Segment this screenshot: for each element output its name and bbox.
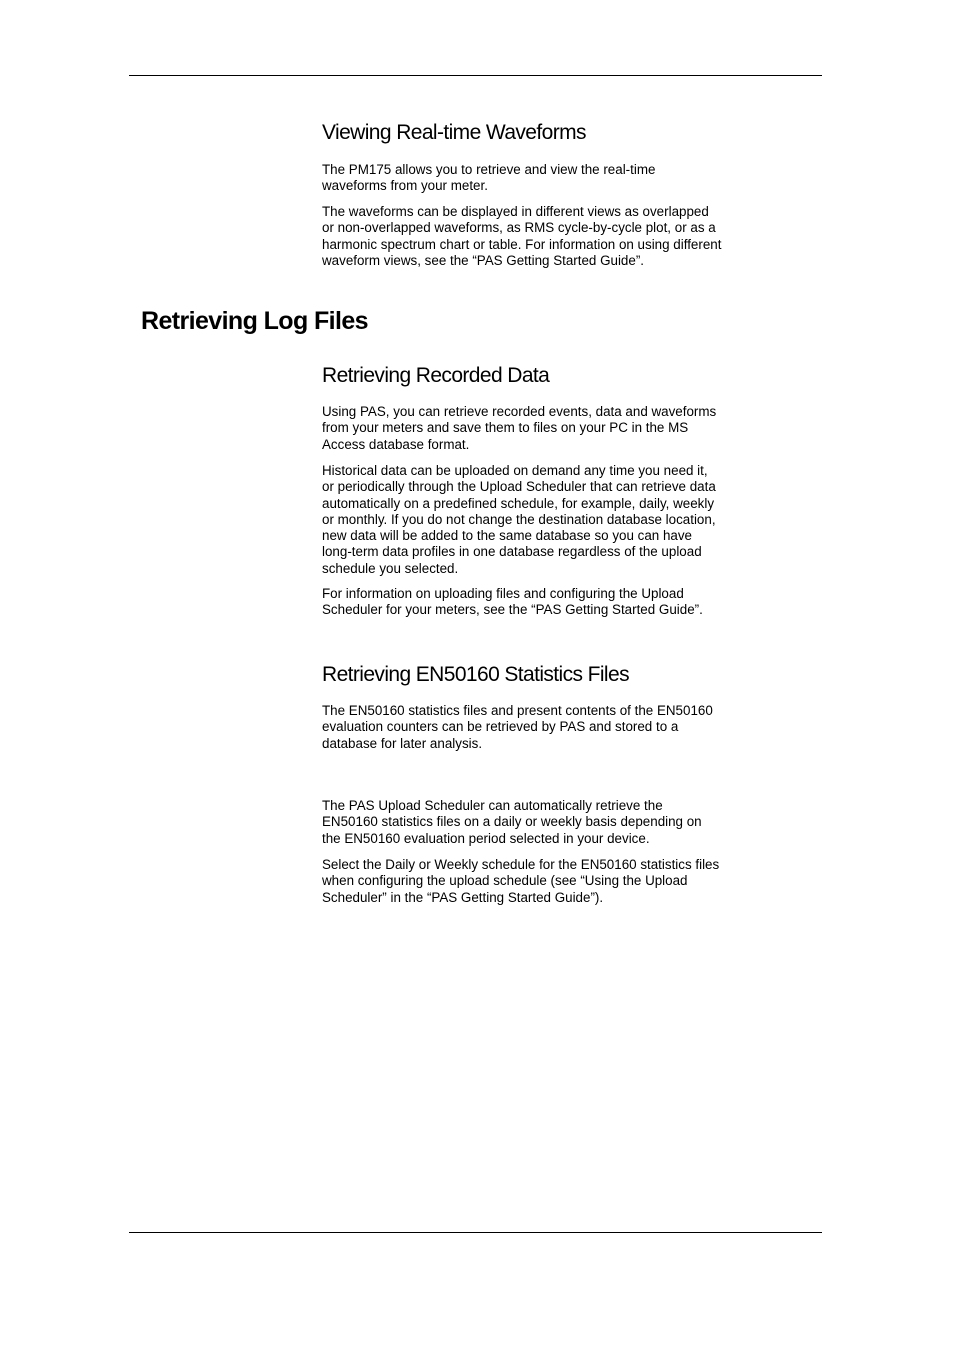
recorded-para-1: Using PAS, you can retrieve recorded events, data and waveforms from your meters and save them to files on your PC in the MS Access database format. (322, 404, 717, 452)
en50160-para-2: The PAS Upload Scheduler can automatically retrieve the EN50160 statistics files on a daily or weekly basis depending on the EN50160 evaluation period selected in your device. (322, 798, 702, 846)
waveforms-para-2-block (322, 204, 722, 269)
header-rule (129, 75, 822, 76)
en50160-para-1: The EN50160 statistics files and present contents of the EN50160 evaluation counters can be retrieved by PAS and stored to a database for later analysis. (322, 703, 713, 751)
en50160-para-3-block (322, 857, 722, 906)
recorded-para-3: For information on uploading files and configuring the Upload Scheduler for your meters, see the “PAS Getting Started Guide”. (322, 586, 703, 618)
waveforms-para-1: The PM175 allows you to retrieve and view the real-time waveforms from your meter. (322, 162, 656, 194)
recorded-para-2: Historical data can be uploaded on demand any time you need it, or periodically through the Upload Scheduler that can retrieve data automatically on a predefined schedule, for example, daily, weekly or monthly. If you do not change the destination database location, new data will be added to the same database so you can have long-term data profiles in one database regardless of the upload schedule you selected. (322, 463, 716, 576)
en50160-heading: Retrieving EN50160 Statistics Files (322, 663, 629, 686)
en50160-para-3: Select the Daily or Weekly schedule for the EN50160 statistics files when configuring the upload schedule (see “Using the Upload Scheduler” in the “PAS Getting Started Guide”). (322, 857, 720, 905)
chapter-heading: Retrieving Log Files (141, 307, 368, 335)
waveforms-para-1-block (322, 162, 722, 195)
recorded-heading: Retrieving Recorded Data (322, 364, 550, 387)
recorded-para-2-block (322, 463, 722, 577)
en50160-section (322, 663, 722, 687)
waveforms-heading: Viewing Real-time Waveforms (322, 121, 586, 144)
waveforms-section (322, 121, 722, 145)
waveforms-para-2: The waveforms can be displayed in different views as overlapped or non-overlapped waveforms, as RMS cycle-by-cycle plot, or as a harmonic spectrum chart or table. For information on using different waveform views, see the “PAS Getting Started Guide”. (322, 204, 722, 268)
footer-rule (129, 1232, 822, 1233)
en50160-para-1-block (322, 703, 722, 752)
recorded-section (322, 364, 722, 388)
en50160-para-2-block (322, 798, 722, 847)
recorded-para-1-block (322, 404, 722, 453)
recorded-para-3-block (322, 586, 722, 619)
